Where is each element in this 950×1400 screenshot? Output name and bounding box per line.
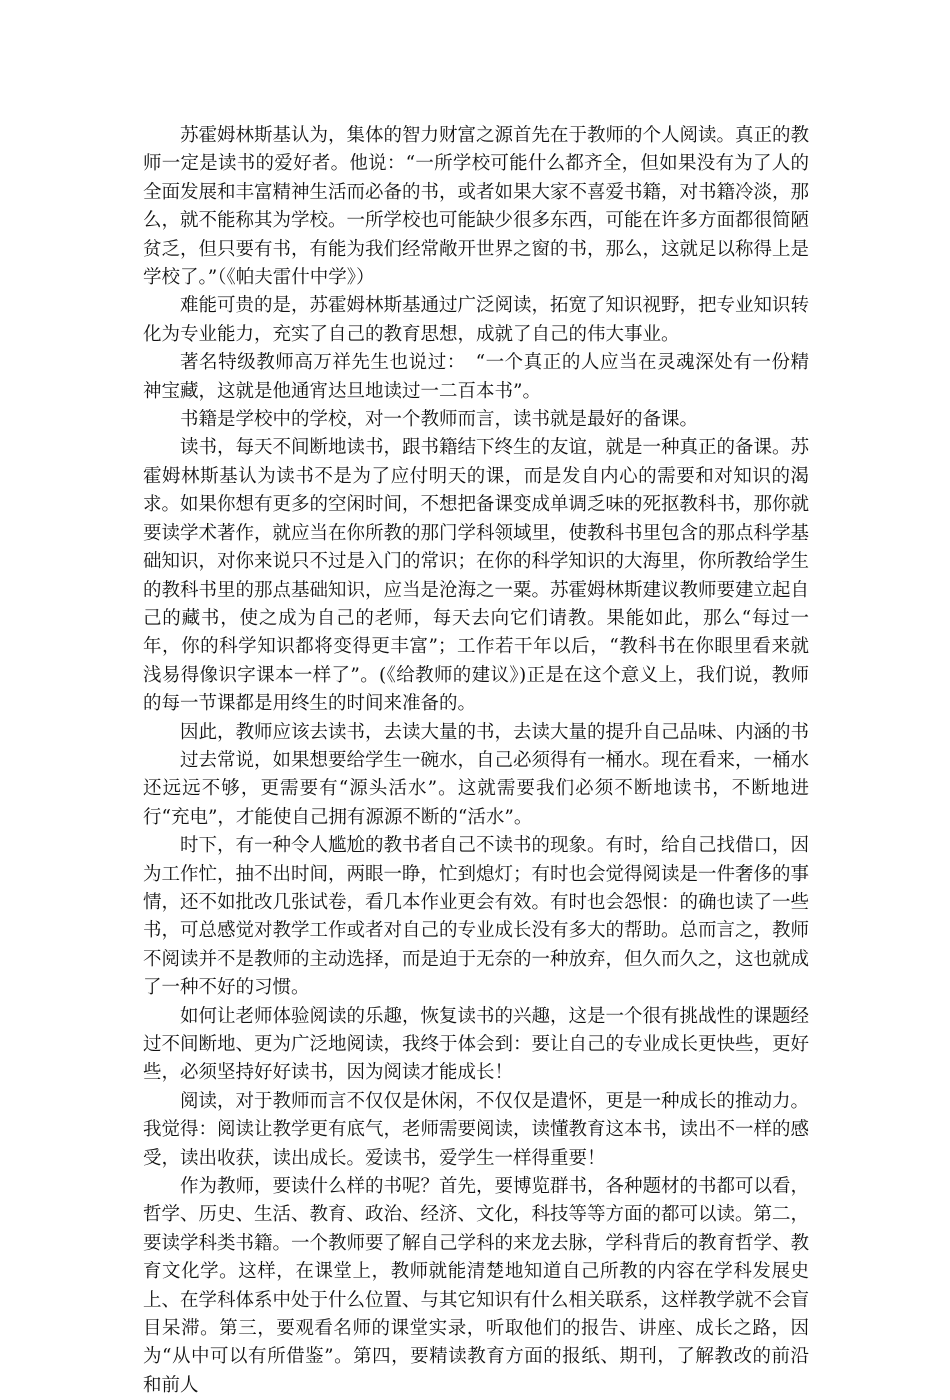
document-body — [143, 122, 809, 1400]
paragraph-10: 阅读，对于教师而言不仅仅是休闲，不仅仅是遣怀，更是一种成长的推动力。我觉得：阅读让教学更有底气，老师需要阅读，读懂教育这本书，读出不一样的感受，读出收获，读出成长。爱读书，爱学生一样得重要！ — [143, 1090, 810, 1169]
paragraph-2: 难能可贵的是，苏霍姆林斯基通过广泛阅读，拓宽了知识视野，把专业知识转化为专业能力，充实了自己的教育思想，成就了自己的伟大事业。 — [143, 295, 810, 345]
paragraph-9: 如何让老师体验阅读的乐趣，恢复读书的兴趣，这是一个很有挑战性的课题经过不间断地、更为广泛地阅读，我终于体会到：要让自己的专业成长更快些，更好些，必须坚持好好读书，因为阅读才能成长！ — [143, 1005, 810, 1084]
paragraph-6: 因此，教师应该去读书，去读大量的书，去读大量的提升自己品味、内涵的书 — [180, 721, 810, 743]
paragraph-3: 著名特级教师高万祥先生也说过： “一个真正的人应当在灵魂深处有一份精神宝藏，这就是他通宵达旦地读过一二百本书”。 — [143, 352, 809, 402]
paragraph-1: 苏霍姆林斯基认为，集体的智力财富之源首先在于教师的个人阅读。真正的教师一定是读书的爱好者。他说：“一所学校可能什么都齐全，但如果没有为了人的全面发展和丰富精神生活而必备的书，或者如果大家不喜爱书籍，对书籍冷淡，那么，就不能称其为学校。一所学校也可能缺少很多东西，可能在许多方面都很简陋贫乏，但只要有书，有能为我们经常敞开世界之窗的书，那么，这就足以称得上是学校了。”（《帕夫雷什中学》） — [143, 125, 810, 289]
paragraph-8: 时下，有一种令人尴尬的教书者自己不读书的现象。有时，给自己找借口，因为工作忙，抽不出时间，两眼一睁，忙到熄灯；有时也会觉得阅读是一件奢侈的事情，还不如批改几张试卷，看几本作业更会有效。有时也会怨恨：的确也读了一些书，可总感觉对教学工作或者对自己的专业成长没有多大的帮助。总而言之，教师不阅读并不是教师的主动选择，而是迫于无奈的一种放弃，但久而久之，这也就成了一种不好的习惯。 — [143, 835, 810, 999]
paragraph-11: 作为教师，要读什么样的书呢？首先，要博览群书，各种题材的书都可以看，哲学、历史、生活、教育、政治、经济、文化，科技等等方面的都可以读。第二，要读学科类书籍。一个教师要了解自己学科的来龙去脉，学科背后的教育哲学、教育文化学。这样，在课堂上，教师就能清楚地知道自己所教的内容在学科发展史上、在学科体系中处于什么位置、与其它知识有什么相关联系，这样教学就不会盲目呆滞。第三，要观看名师的课堂实录，听取他们的报告、讲座、成长之路，因为“从中可以有所借鉴”。第四，要精读教育方面的报纸、期刊，了解教改的前沿和前人 — [143, 1176, 810, 1396]
paragraph-5: 读书，每天不间断地读书，跟书籍结下终生的友谊，就是一种真正的备课。苏霍姆林斯基认为读书不是为了应付明天的课，而是发自内心的需要和对知识的渴求。如果你想有更多的空闲时间，不想把备课变成单调乏味的死抠教科书，那你就要读学术著作，就应当在你所教的那门学科领域里，使教科书里包含的那点科学基础知识，对你来说只不过是入门的常识；在你的科学知识的大海里，你所教给学生的教科书里的那点基础知识，应当是沧海之一粟。苏霍姆林斯建议教师要建立起自己的藏书，使之成为自己的老师，每天去向它们请教。果能如此，那么“每过一年，你的科学知识都将变得更丰富”；工作若干年以后，“教科书在你眼里看来就浅易得像识字课本一样了”。(《给教师的建议》)正是在这个意义上，我们说，教师的每一节课都是用终生的时间来准备的。 — [143, 437, 810, 715]
paragraph-4: 书籍是学校中的学校，对一个教师而言，读书就是最好的备课。 — [180, 409, 699, 431]
paragraph-7: 过去常说，如果想要给学生一碗水，自己必须得有一桶水。现在看来，一桶水还远远不够，更需要有“源头活水”。这就需要我们必须不断地读书，不断地进行“充电”，才能使自己拥有源源不断的“活水”。 — [143, 749, 810, 828]
